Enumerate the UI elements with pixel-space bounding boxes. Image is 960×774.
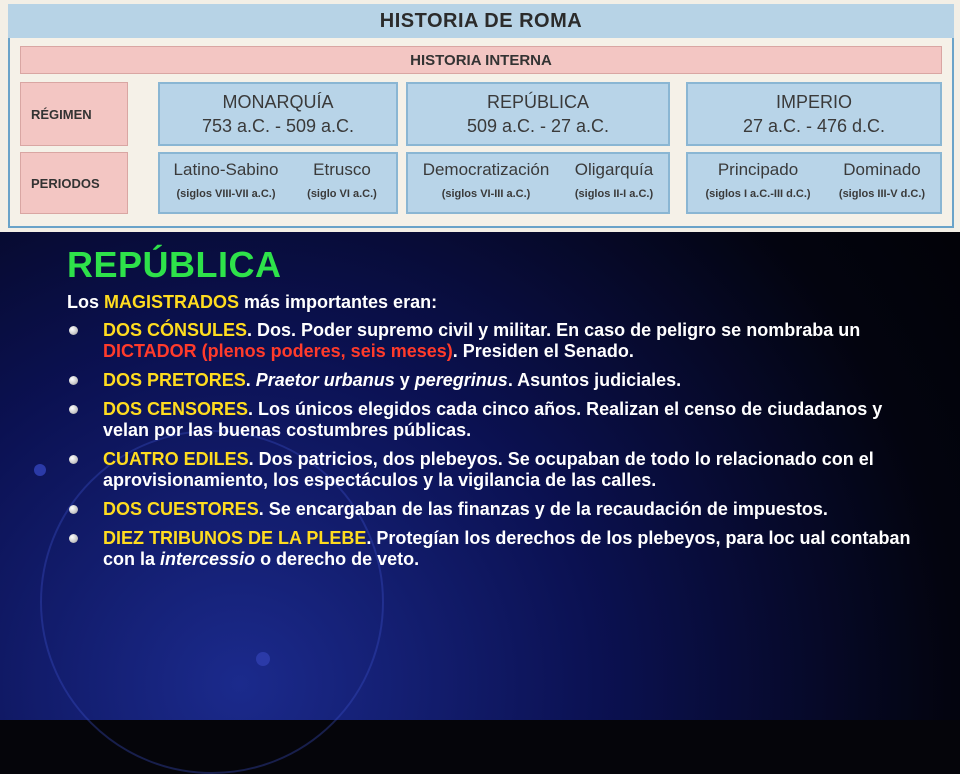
regimen-name: MONARQUÍA: [222, 92, 334, 112]
bullet-icon: [69, 326, 78, 335]
periodo-name: Dominado: [843, 160, 921, 179]
periodo-dates: (siglos VIII-VII a.C.): [176, 188, 276, 200]
magistrado-title: DOS CÓNSULES: [103, 320, 248, 340]
magistrados-list: [67, 320, 927, 578]
regimen-republica: [406, 82, 670, 146]
list-item-cuestores: [67, 499, 927, 520]
intro-line: [67, 292, 437, 313]
regimen-dates: 753 a.C. - 509 a.C.: [201, 116, 355, 136]
magistrado-text: . Protegían los derechos de los plebeyos, para loc ual contaban con la: [103, 528, 911, 569]
periodo-name: Democratización: [422, 160, 550, 179]
regimen-dates: 509 a.C. - 27 a.C.: [466, 116, 610, 136]
latin-term: intercessio: [160, 549, 256, 569]
periodos-republica: [406, 152, 670, 214]
latin-term: peregrinus: [414, 370, 508, 390]
magistrado-title: CUATRO EDILES: [103, 449, 249, 469]
row-label-periodos: [20, 152, 128, 214]
intro-before: Los: [67, 292, 105, 312]
periodo-item: [562, 160, 666, 200]
periodo-item: [166, 160, 286, 200]
periodo-name: Latino-Sabino: [173, 160, 279, 179]
magistrado-title: DOS CENSORES: [103, 399, 249, 419]
magistrado-text: . Asuntos judiciales.: [507, 370, 682, 390]
periodo-dates: (siglos I a.C.-III d.C.): [705, 188, 811, 200]
periodo-name: Principado: [717, 160, 799, 179]
historia-table-image: [0, 0, 960, 232]
table-subtitle: HISTORIA INTERNA: [20, 46, 942, 74]
slide-heading: REPÚBLICA: [67, 244, 282, 285]
bullet-icon: [69, 405, 78, 414]
magistrado-title: DIEZ TRIBUNOS DE LA PLEBE: [103, 528, 367, 548]
regimen-imperio: [686, 82, 942, 146]
periodo-name: Oligarquía: [574, 160, 654, 179]
magistrado-text: . Los únicos elegidos cada cinco años. Realizan el censo de ciudadanos y velan por las buenas costumbres públicas.: [103, 399, 883, 440]
list-item-consules: [67, 320, 927, 362]
intro-highlight: MAGISTRADOS: [104, 292, 240, 312]
regimen-monarquia: [158, 82, 398, 146]
periodo-dates: (siglo VI a.C.): [307, 188, 377, 200]
row-label-periodos-text: PERIODOS: [31, 175, 100, 191]
list-item-pretores: [67, 370, 927, 391]
periodo-item: [692, 160, 824, 200]
periodo-item: [412, 160, 560, 200]
magistrado-text: . Dos. Poder supremo civil y militar. En caso de peligro se nombraba un: [247, 320, 861, 340]
intro-after: más importantes eran:: [239, 292, 438, 312]
regimen-name: REPÚBLICA: [486, 92, 590, 112]
magistrado-title: DOS PRETORES: [103, 370, 246, 390]
latin-term: Praetor urbanus: [255, 370, 395, 390]
list-item-censores: [67, 399, 927, 441]
periodo-item: [290, 160, 394, 200]
decorative-dot: [256, 652, 270, 666]
magistrado-text: . Dos patricios, dos plebeyos. Se ocupaban de todo lo relacionado con el aprovisionamiento, los espectáculos y la vigilancia de las calles.: [103, 449, 874, 490]
periodos-monarquia: [158, 152, 398, 214]
table-title: HISTORIA DE ROMA: [8, 4, 954, 38]
magistrado-text: y: [394, 370, 415, 390]
bullet-icon: [69, 534, 78, 543]
list-item-tribunos: [67, 528, 927, 570]
bullet-icon: [69, 376, 78, 385]
periodo-item: [824, 160, 940, 200]
list-item-ediles: [67, 449, 927, 491]
bullet-icon: [69, 455, 78, 464]
regimen-name: IMPERIO: [775, 92, 852, 112]
periodo-name: Etrusco: [313, 160, 371, 179]
magistrado-text: . Se encargaban de las finanzas y de la recaudación de impuestos.: [258, 499, 828, 519]
periodo-dates: (siglos III-V d.C.): [838, 188, 926, 200]
dictador-text: DICTADOR (plenos poderes, seis meses): [103, 341, 453, 361]
magistrado-text: o derecho de veto.: [255, 549, 420, 569]
decorative-dot: [34, 464, 46, 476]
periodo-dates: (siglos II-I a.C.): [574, 188, 654, 200]
regimen-dates: 27 a.C. - 476 d.C.: [742, 116, 886, 136]
magistrado-text: . Presiden el Senado.: [452, 341, 634, 361]
row-label-regimen: [20, 82, 128, 146]
periodo-dates: (siglos VI-III a.C.): [441, 188, 531, 200]
magistrado-title: DOS CUESTORES: [103, 499, 259, 519]
periodos-imperio: [686, 152, 942, 214]
row-label-regimen-text: RÉGIMEN: [31, 106, 92, 122]
bullet-icon: [69, 505, 78, 514]
magistrado-text: .: [245, 370, 256, 390]
